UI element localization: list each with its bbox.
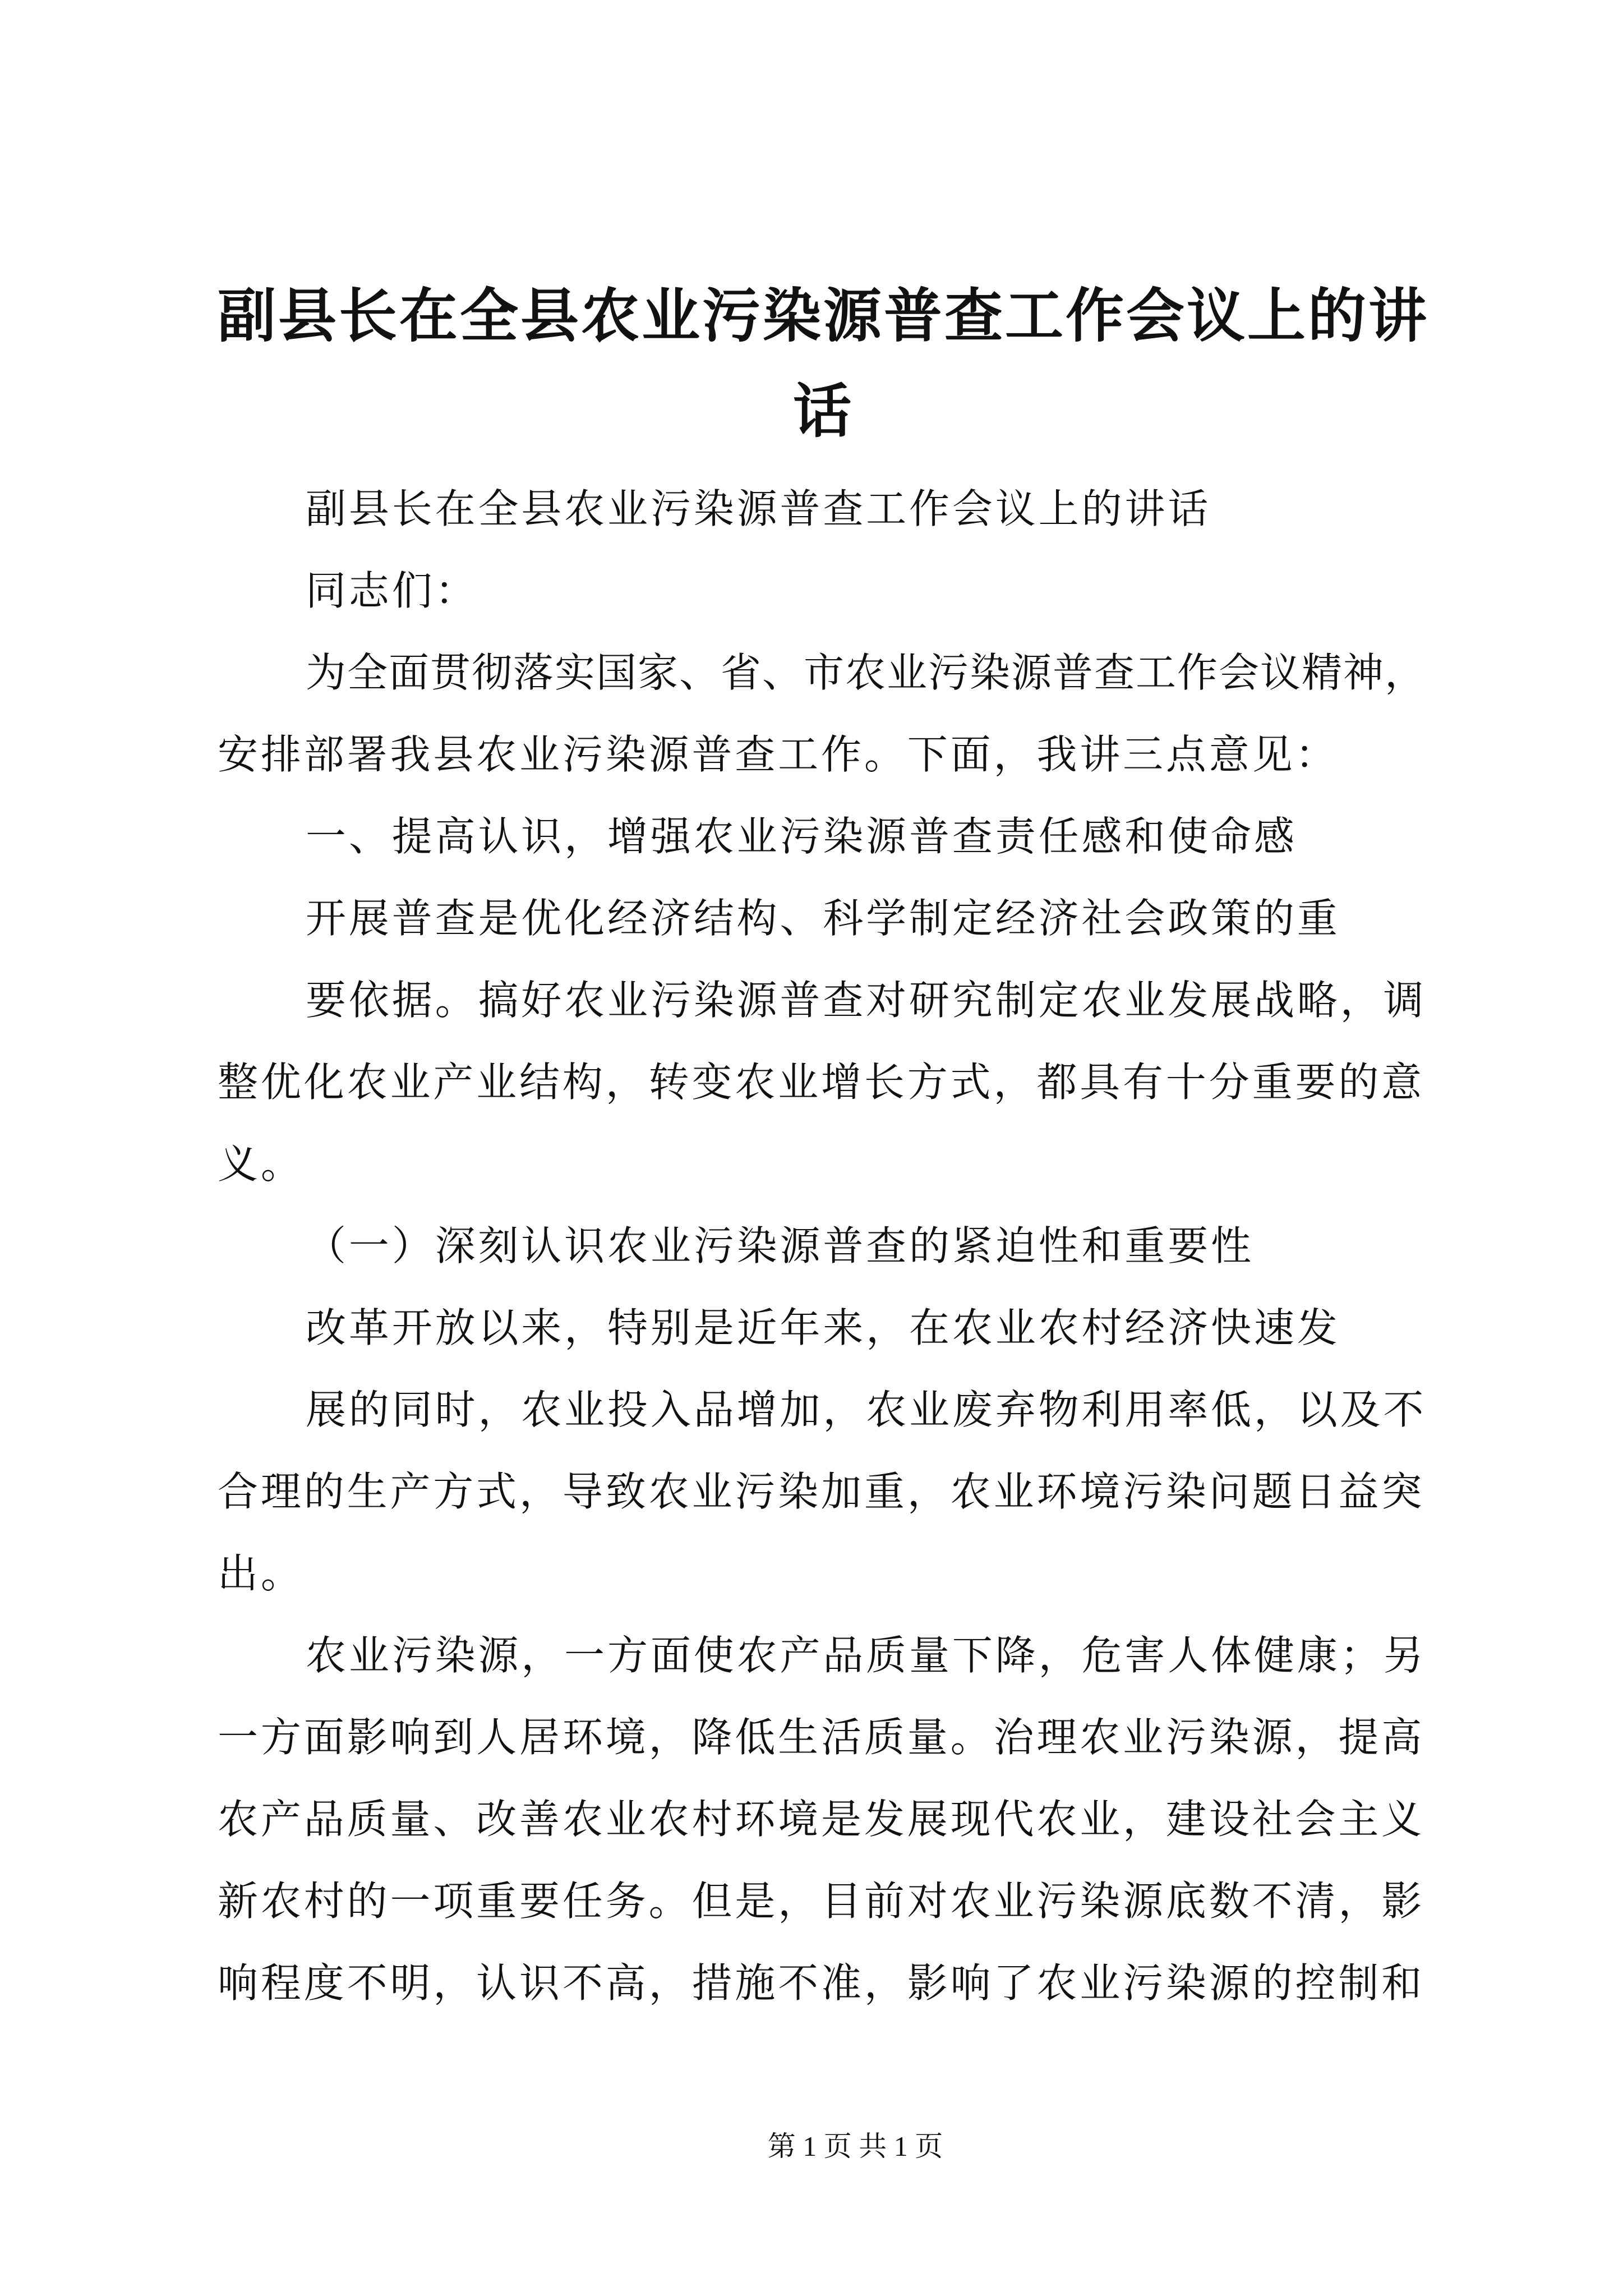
document-body <box>218 468 1429 2024</box>
paragraph <box>218 877 1429 959</box>
text-line: 展的同时，农业投入品增加，农业废弃物利用率低，以及不 <box>306 1386 1427 1433</box>
text-line: 农业污染源，一方面使农产品质量下降，危害人体健康；另 <box>306 1632 1427 1679</box>
paragraph <box>218 632 1429 795</box>
text-line: 整优化农业产业结构，转变农业增长方式，都具有十分重要的意 <box>218 1059 1425 1106</box>
title-line: 话 <box>792 376 854 445</box>
page-footer <box>687 2124 1023 2169</box>
paragraph <box>218 1614 1429 2024</box>
text-line: （一）深刻认识农业污染源普查的紧迫性和重要性 <box>306 1222 1254 1269</box>
text-line: 开展普查是优化经济结构、科学制定经济社会政策的重 <box>306 895 1340 942</box>
text-line: 义。 <box>218 1140 304 1188</box>
title-line: 副县长在全县农业污染源普查工作会议上的讲 <box>218 281 1430 350</box>
text-line: 农产品质量、改善农业农村环境是发展现代农业，建设社会主义 <box>218 1796 1425 1843</box>
paragraph <box>218 1369 1429 1614</box>
document-title <box>0 0 1623 505</box>
text-line: 副县长在全县农业污染源普查工作会议上的讲话 <box>306 485 1211 532</box>
paragraph <box>218 468 1429 550</box>
paragraph <box>218 550 1429 632</box>
text-line: 改革开放以来，特别是近年来，在农业农村经济快速发 <box>306 1304 1340 1351</box>
page-number-label: 第 1 页 共 1 页 <box>767 2131 943 2162</box>
paragraph <box>218 959 1429 1205</box>
text-line: 新农村的一项重要任务。但是，目前对农业污染源底数不清，影 <box>218 1878 1425 1925</box>
text-line: 同志们： <box>306 567 478 614</box>
paragraph <box>218 1287 1429 1369</box>
text-line: 安排部署我县农业污染源普查工作。下面，我讲三点意见： <box>218 731 1339 778</box>
text-line: 响程度不明，认识不高，措施不准，影响了农业污染源的控制和 <box>218 1959 1425 2007</box>
text-line: 出。 <box>218 1550 304 1597</box>
text-line: 一、提高认识，增强农业污染源普查责任感和使命感 <box>306 813 1297 860</box>
text-line: 一方面影响到人居环境，降低生活质量。治理农业污染源，提高 <box>218 1714 1425 1761</box>
paragraph <box>218 1205 1429 1287</box>
paragraph <box>218 795 1429 877</box>
text-line: 为全面贯彻落实国家、省、市农业污染源普查工作会议精神， <box>306 649 1427 696</box>
text-line: 合理的生产方式，导致农业污染加重，农业环境污染问题日益突 <box>218 1468 1425 1515</box>
text-line: 要依据。搞好农业污染源普查对研究制定农业发展战略，调 <box>306 977 1427 1024</box>
